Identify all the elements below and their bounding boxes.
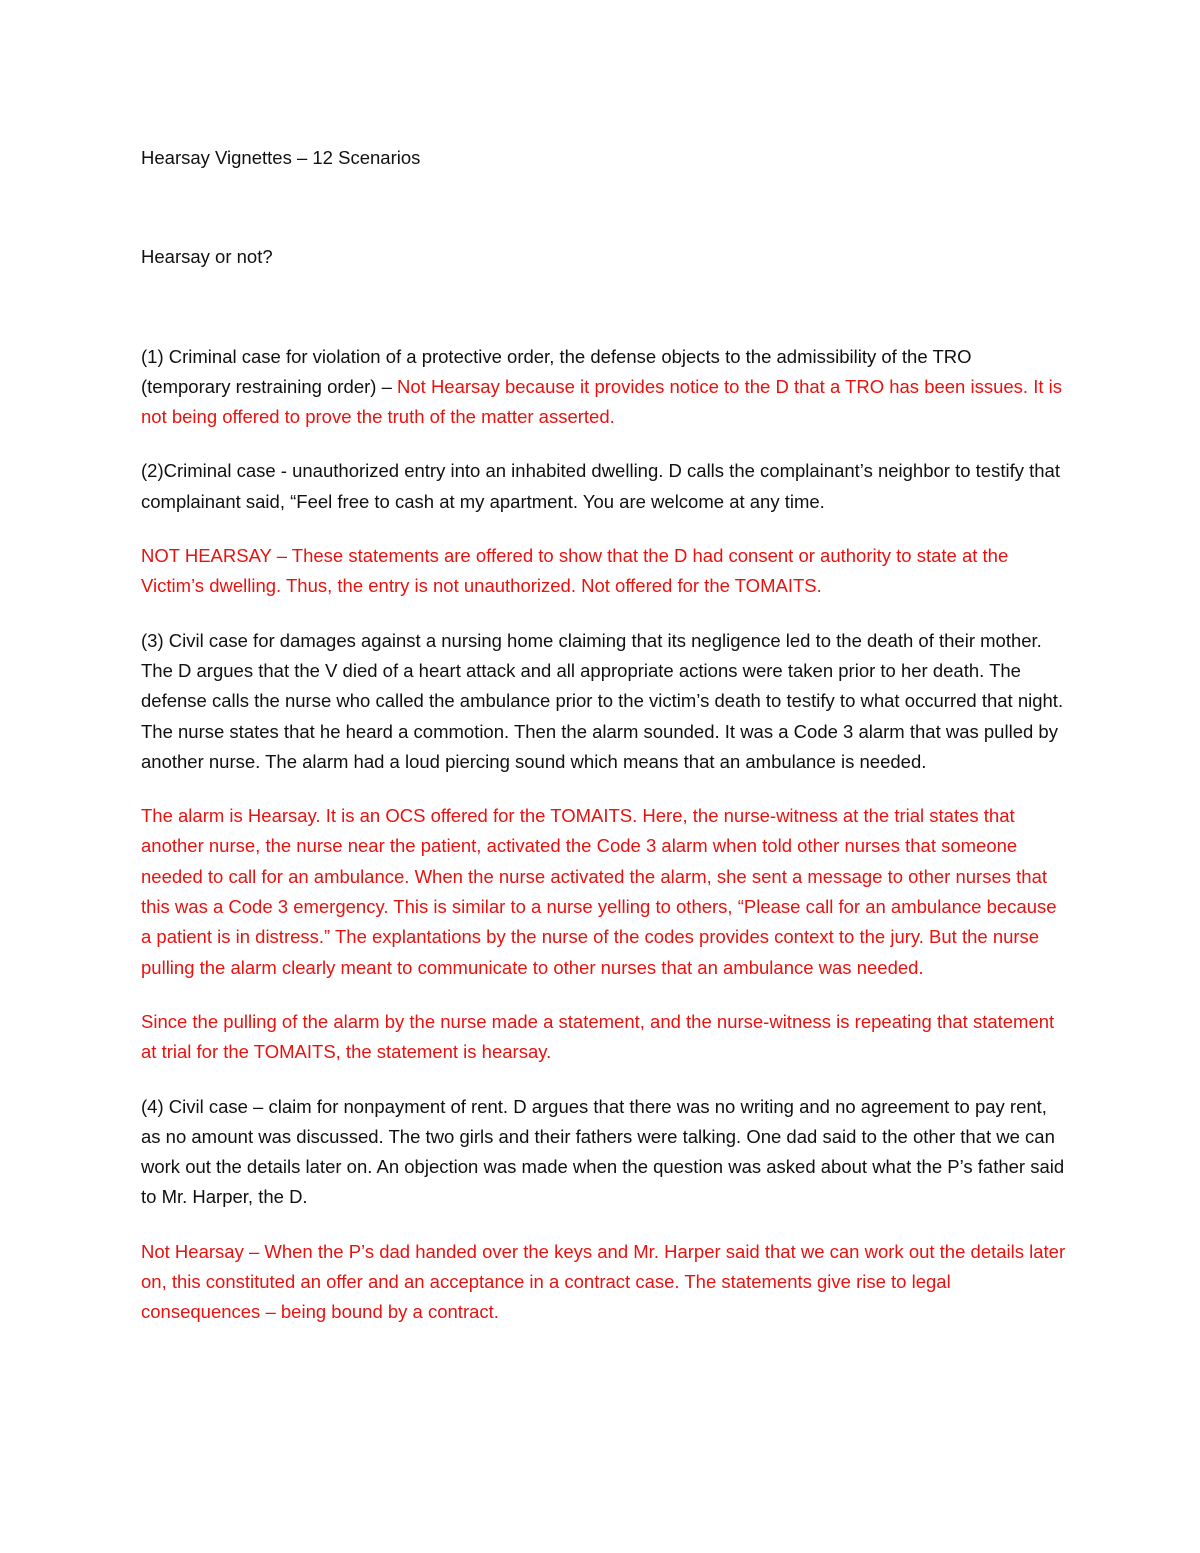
scenario-1-paragraph [141, 342, 1066, 433]
scenario-3-answer-1: The alarm is Hearsay. It is an OCS offered for the TOMAITS. Here, the nurse-witness at the trial states that another nurse, the nurse near the patient, activated the Code 3 alarm when told other nurses that someone needed to call for an ambulance. When the nurse activated the alarm, she sent a message to other nurses that this was a Code 3 emergency. This is similar to a nurse yelling to others, “Please call for an ambulance because a patient is in distress.” The explantations by the nurse of the codes provides context to the jury. But the nurse pulling the alarm clearly meant to communicate to other nurses that an ambulance was needed. [141, 805, 1057, 978]
scenario-1-question: (1) Criminal case for violation of a protective order, the defense objects to the admissibility of the TRO (temporary restraining order) – [141, 345, 972, 397]
scenario-2-answer: NOT HEARSAY – These statements are offered to show that the D had consent or authority to state at the Victim’s dwelling. Thus, the entry is not unauthorized. Not offered for the TOMAITS. [141, 545, 1009, 597]
scenario-4-question: (4) Civil case – claim for nonpayment of rent. D argues that there was no writing and no agreement to pay rent, as no amount was discussed. The two girls and their fathers were talking. One dad said to the other that we can work out the details later on. An objection was made when the question was asked about what the P’s father said to Mr. Harper, the D. [141, 1095, 1065, 1208]
scenario-3-answer-2: Since the pulling of the alarm by the nurse made a statement, and the nurse-witness is repeating that statement at trial for the TOMAITS, the statement is hearsay. [141, 1010, 1055, 1063]
scenario-3-question: (3) Civil case for damages against a nursing home claiming that its negligence led to the death of their mother. The D argues that the V died of a heart attack and all appropriate actions were taken prior to her death. The defense calls the nurse who called the ambulance prior to the victim’s death to testify to what occurred that night. The nurse states that he heard a commotion. Then the alarm sounded. It was a Code 3 alarm that was pulled by another nurse. The alarm had a loud piercing sound which means that an ambulance is needed. [141, 629, 1064, 772]
document-subtitle: Hearsay or not? [141, 246, 273, 268]
document-body [141, 143, 1066, 1328]
scenario-4-answer: Not Hearsay – When the P’s dad handed over the keys and Mr. Harper said that we can work out the details later on, this constituted an offer and an acceptance in a contract case. The statements give rise to legal consequences – being bound by a contract. [141, 1240, 1066, 1323]
document-title: Hearsay Vignettes – 12 Scenarios [141, 147, 421, 168]
scenario-2-question: (2)Criminal case - unauthorized entry into an inhabited dwelling. D calls the complainant’s neighbor to testify that complainant said, “Feel free to cash at my apartment. You are welcome at any time. [141, 460, 1060, 512]
scenario-1-answer: Not Hearsay because it provides notice to the D that a TRO has been issues. It is not being offered to prove the truth of the matter asserted. [141, 375, 1062, 428]
